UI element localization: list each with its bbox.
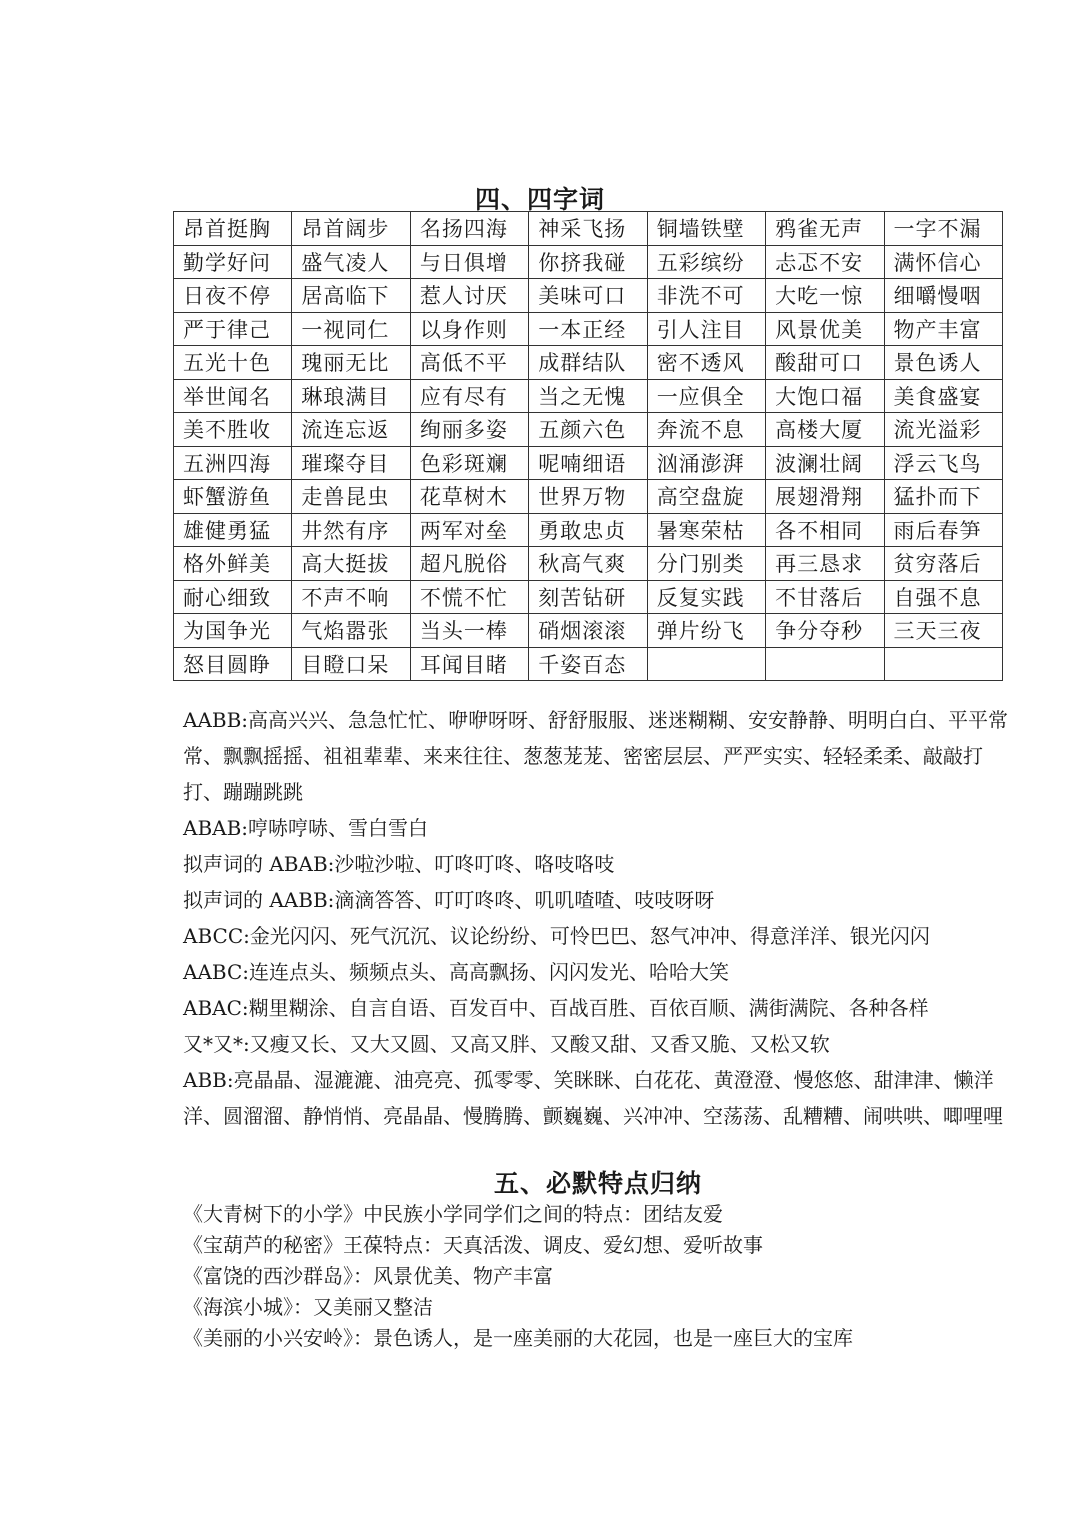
table-cell: 流连忘返	[292, 413, 410, 447]
table-cell: 满怀信心	[884, 245, 1002, 279]
table-cell: 展翅滑翔	[766, 480, 884, 514]
table-cell: 美不胜收	[174, 413, 292, 447]
table-cell: 色彩斑斓	[410, 446, 528, 480]
table-cell: 波澜壮阔	[766, 446, 884, 480]
table-cell: 不慌不忙	[410, 580, 528, 614]
table-cell: 以身作则	[410, 312, 528, 346]
table-row	[174, 647, 1003, 681]
table-cell: 格外鲜美	[174, 547, 292, 581]
table-row	[174, 346, 1003, 380]
table-cell: 鸦雀无声	[766, 212, 884, 246]
table-cell: 自强不息	[884, 580, 1002, 614]
table-cell: 成群结队	[529, 346, 647, 380]
table-cell: 盛气凌人	[292, 245, 410, 279]
table-cell: 目瞪口呆	[292, 647, 410, 681]
table-cell: 神采飞扬	[529, 212, 647, 246]
table-cell: 物产丰富	[884, 312, 1002, 346]
table-cell: 弹片纷飞	[647, 614, 765, 648]
table-cell: 呢喃细语	[529, 446, 647, 480]
table-cell: 勤学好问	[174, 245, 292, 279]
table-cell: 琳琅满目	[292, 379, 410, 413]
table-cell: 不甘落后	[766, 580, 884, 614]
table-row	[174, 614, 1003, 648]
pattern-abb: ABB:亮晶晶、湿漉漉、油亮亮、孤零零、笑眯眯、白花花、黄澄澄、慢悠悠、甜津津、懒洋洋、圆溜溜、静悄悄、亮晶晶、慢腾腾、颤巍巍、兴冲冲、空荡荡、乱糟糟、闹哄哄、唧哩哩	[183, 1068, 1003, 1128]
table-cell: 高空盘旋	[647, 480, 765, 514]
table-cell: 千姿百态	[529, 647, 647, 681]
table-cell: 非洗不可	[647, 279, 765, 313]
pattern-aabb: AABB:高高兴兴、急急忙忙、咿咿呀呀、舒舒服服、迷迷糊糊、安安静静、明明白白、平平常常、飘飘摇摇、祖祖辈辈、来来往往、葱葱茏茏、密密层层、严严实实、轻轻柔柔、敲敲打打、蹦蹦跳跳	[183, 708, 1009, 804]
table-cell: 汹涌澎湃	[647, 446, 765, 480]
table-cell: 井然有序	[292, 513, 410, 547]
section-5-title: 五、必默特点归纳	[493, 1169, 702, 1198]
table-row	[174, 513, 1003, 547]
feature-item: 《大青树下的小学》中民族小学同学们之间的特点：团结友爱	[183, 1202, 723, 1226]
table-cell: 你挤我碰	[529, 245, 647, 279]
feature-item: 《宝葫芦的秘密》王葆特点：天真活泼、调皮、爱幻想、爱听故事	[183, 1233, 763, 1257]
table-cell: 高大挺拔	[292, 547, 410, 581]
table-cell: 与日俱增	[410, 245, 528, 279]
table-cell: 反复实践	[647, 580, 765, 614]
table-cell: 世界万物	[529, 480, 647, 514]
table-cell: 虾蟹游鱼	[174, 480, 292, 514]
table-cell: 铜墙铁壁	[647, 212, 765, 246]
table-cell: 刻苦钻研	[529, 580, 647, 614]
table-cell: 瑰丽无比	[292, 346, 410, 380]
table-row	[174, 312, 1003, 346]
table-cell: 五洲四海	[174, 446, 292, 480]
table-cell: 当头一棒	[410, 614, 528, 648]
table-cell: 一本正经	[529, 312, 647, 346]
table-cell: 细嚼慢咽	[884, 279, 1002, 313]
table-cell	[884, 647, 1002, 681]
table-cell: 绚丽多姿	[410, 413, 528, 447]
table-cell: 高低不平	[410, 346, 528, 380]
table-cell: 大吃一惊	[766, 279, 884, 313]
table-cell: 美味可口	[529, 279, 647, 313]
table-cell: 再三恳求	[766, 547, 884, 581]
table-cell: 昂首挺胸	[174, 212, 292, 246]
table-cell: 分门别类	[647, 547, 765, 581]
table-cell: 流光溢彩	[884, 413, 1002, 447]
table-row	[174, 547, 1003, 581]
table-cell: 气焰嚣张	[292, 614, 410, 648]
table-cell: 超凡脱俗	[410, 547, 528, 581]
table-cell: 走兽昆虫	[292, 480, 410, 514]
table-cell: 美食盛宴	[884, 379, 1002, 413]
table-cell: 昂首阔步	[292, 212, 410, 246]
table-cell: 惹人讨厌	[410, 279, 528, 313]
table-row	[174, 446, 1003, 480]
table-cell: 奔流不息	[647, 413, 765, 447]
pattern-onomatopoeia-aabb: 拟声词的 AABB:滴滴答答、叮叮咚咚、叽叽喳喳、吱吱呀呀	[183, 888, 715, 912]
table-cell: 各不相同	[766, 513, 884, 547]
table-cell: 严于律己	[174, 312, 292, 346]
table-row	[174, 379, 1003, 413]
feature-item: 《美丽的小兴安岭》：景色诱人，是一座美丽的大花园，也是一座巨大的宝库	[183, 1326, 853, 1350]
table-cell: 雨后春笋	[884, 513, 1002, 547]
table-cell: 花草树木	[410, 480, 528, 514]
pattern-abac: ABAC:糊里糊涂、自言自语、百发百中、百战百胜、百依百顺、满街满院、各种各样	[183, 996, 929, 1020]
table-cell: 一视同仁	[292, 312, 410, 346]
table-cell: 猛扑而下	[884, 480, 1002, 514]
table-cell	[647, 647, 765, 681]
feature-item: 《富饶的西沙群岛》：风景优美、物产丰富	[183, 1264, 553, 1288]
feature-item: 《海滨小城》：又美丽又整洁	[183, 1295, 433, 1319]
table-cell: 大饱口福	[766, 379, 884, 413]
table-cell: 名扬四海	[410, 212, 528, 246]
table-cell: 勇敢忠贞	[529, 513, 647, 547]
table-cell: 不声不响	[292, 580, 410, 614]
table-cell: 贫穷落后	[884, 547, 1002, 581]
table-cell: 璀璨夺目	[292, 446, 410, 480]
table-cell: 雄健勇猛	[174, 513, 292, 547]
table-cell: 为国争光	[174, 614, 292, 648]
table-cell: 三天三夜	[884, 614, 1002, 648]
table-cell: 耳闻目睹	[410, 647, 528, 681]
table-cell: 两军对垒	[410, 513, 528, 547]
table-row	[174, 212, 1003, 246]
table-cell	[766, 647, 884, 681]
table-cell: 硝烟滚滚	[529, 614, 647, 648]
table-cell: 争分夺秒	[766, 614, 884, 648]
table-row	[174, 245, 1003, 279]
pattern-aabc: AABC:连连点头、频频点头、高高飘扬、闪闪发光、哈哈大笑	[183, 960, 729, 984]
table-cell: 引人注目	[647, 312, 765, 346]
table-cell: 秋高气爽	[529, 547, 647, 581]
table-cell: 浮云飞鸟	[884, 446, 1002, 480]
table-cell: 当之无愧	[529, 379, 647, 413]
table-cell: 高楼大厦	[766, 413, 884, 447]
table-cell: 应有尽有	[410, 379, 528, 413]
table-row	[174, 279, 1003, 313]
table-cell: 五彩缤纷	[647, 245, 765, 279]
section-4-title: 四、四字词	[474, 185, 605, 214]
table-row	[174, 413, 1003, 447]
table-cell: 忐忑不安	[766, 245, 884, 279]
table-cell: 举世闻名	[174, 379, 292, 413]
table-row	[174, 480, 1003, 514]
table-cell: 五光十色	[174, 346, 292, 380]
table-cell: 暑寒荣枯	[647, 513, 765, 547]
table-cell: 一应俱全	[647, 379, 765, 413]
table-cell: 日夜不停	[174, 279, 292, 313]
pattern-abcc: ABCC:金光闪闪、死气沉沉、议论纷纷、可怜巴巴、怒气冲冲、得意洋洋、银光闪闪	[183, 924, 930, 948]
table-cell: 风景优美	[766, 312, 884, 346]
pattern-you-you: 又*又*:又瘦又长、又大又圆、又高又胖、又酸又甜、又香又脆、又松又软	[183, 1032, 830, 1056]
table-cell: 一字不漏	[884, 212, 1002, 246]
four-character-words-table	[173, 211, 1003, 681]
table-cell: 居高临下	[292, 279, 410, 313]
table-row	[174, 580, 1003, 614]
table-cell: 景色诱人	[884, 346, 1002, 380]
pattern-abab: ABAB:哼哧哼哧、雪白雪白	[183, 816, 429, 840]
table-cell: 怒目圆睁	[174, 647, 292, 681]
table-cell: 酸甜可口	[766, 346, 884, 380]
table-cell: 五颜六色	[529, 413, 647, 447]
pattern-onomatopoeia-abab: 拟声词的 ABAB:沙啦沙啦、叮咚叮咚、咯吱咯吱	[183, 852, 615, 876]
table-cell: 耐心细致	[174, 580, 292, 614]
table-cell: 密不透风	[647, 346, 765, 380]
